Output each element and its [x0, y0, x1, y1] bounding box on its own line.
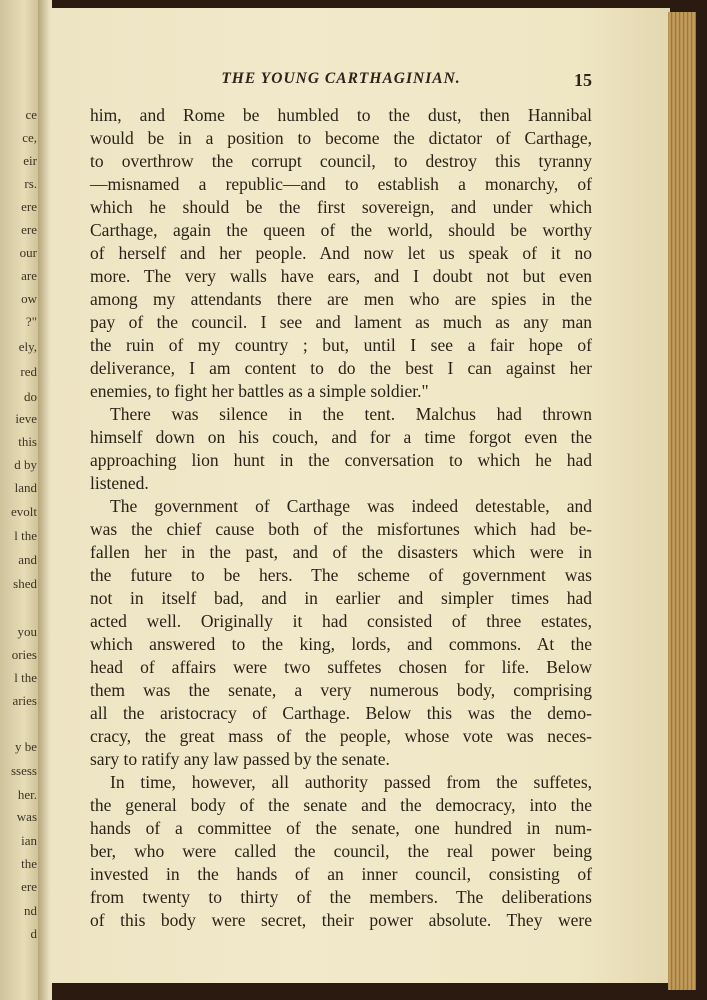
- facing-page-fragment: nd: [24, 903, 37, 918]
- text-line: In time, however, all authority passed from the suffetes,: [110, 772, 592, 792]
- text-line: Carthage, again the queen of the world, should be worthy: [90, 220, 592, 240]
- page-header: [90, 70, 592, 94]
- text-line: pay of the council. I see and lament as much as any man: [90, 312, 592, 332]
- text-line: head of affairs were two suffetes chosen for life. Below: [90, 657, 592, 677]
- text-line: the ruin of my country ; but, until I see a fair hope of: [90, 335, 592, 355]
- facing-page-fragment: shed: [13, 576, 37, 591]
- facing-page-fragment: l the: [14, 528, 37, 543]
- facing-page-fragment: ow: [21, 291, 37, 306]
- text-line: from twenty to thirty of the members. The deliberations: [90, 887, 592, 907]
- facing-page-fragment: l the: [14, 670, 37, 685]
- text-line: —misnamed a republic—and to establish a monarchy, of: [90, 174, 592, 194]
- text-line: listened.: [90, 473, 149, 493]
- facing-page-fragment: you: [17, 624, 37, 639]
- text-line: deliverance, I am content to do the best I can against her: [90, 358, 592, 378]
- facing-page-fragment: her.: [17, 787, 37, 802]
- facing-page-fragment: this: [18, 434, 37, 449]
- text-line: the future to be hers. The scheme of government was: [90, 565, 592, 585]
- text-line: which answered to the king, lords, and commons. At the: [90, 634, 592, 654]
- text-line: sary to ratify any law passed by the senate.: [90, 749, 390, 769]
- facing-page-fragment: red: [20, 364, 37, 379]
- facing-page-fragment: d: [30, 926, 37, 941]
- facing-page-fragment: evolt: [11, 504, 37, 519]
- text-line: acted well. Originally it had consisted of three estates,: [90, 611, 592, 631]
- text-line: himself down on his couch, and for a time forgot even the: [90, 427, 592, 447]
- facing-page-fragment: ce,: [22, 130, 37, 145]
- text-line: of herself and her people. And now let us speak of it no: [90, 243, 592, 263]
- facing-page-fragment: do: [24, 389, 37, 404]
- facing-page-fragment: ce: [25, 107, 37, 122]
- facing-page-fragment: ere: [21, 199, 37, 214]
- text-line: hands of a committee of the senate, one hundred in num-: [90, 818, 592, 838]
- facing-page-fragment: rs.: [24, 176, 37, 191]
- facing-page-fragment: the: [21, 856, 37, 871]
- page-edges: [668, 12, 696, 990]
- text-line: which he should be the first sovereign, and under which: [90, 197, 592, 217]
- text-line: ber, who were called the council, the real power being: [90, 841, 592, 861]
- text-line: them was the senate, a very numerous body, comprising: [90, 680, 592, 700]
- facing-page-fragment: eir: [23, 153, 37, 168]
- text-line: invested in the hands of an inner council, consisting of: [90, 864, 592, 884]
- running-title: THE YOUNG CARTHAGINIAN.: [221, 70, 461, 87]
- text-line: to overthrow the corrupt council, to destroy this tyranny: [90, 151, 592, 171]
- text-line: was the chief cause both of the misfortunes which had be-: [90, 519, 592, 539]
- text-line: not in itself bad, and in earlier and simpler times had: [90, 588, 592, 608]
- facing-page-fragment: ere: [21, 222, 37, 237]
- text-line: him, and Rome be humbled to the dust, then Hannibal: [90, 105, 592, 125]
- text-line: approaching lion hunt in the conversation to which he had: [90, 450, 592, 470]
- text-line: all the aristocracy of Carthage. Below this was the demo-: [90, 703, 592, 723]
- facing-page-fragment: ?": [25, 314, 37, 329]
- text-line: of this body were secret, their power absolute. They were: [90, 910, 592, 930]
- facing-page-fragment: ieve: [15, 411, 37, 426]
- text-line: cracy, the great mass of the people, whose vote was neces-: [90, 726, 592, 746]
- text-line: There was silence in the tent. Malchus had thrown: [110, 404, 592, 424]
- text-line: more. The very walls have ears, and I doubt not but even: [90, 266, 592, 286]
- facing-page-fragment: ere: [21, 879, 37, 894]
- facing-page-edge: [0, 0, 40, 1000]
- text-line: among my attendants there are men who are spies in the: [90, 289, 592, 309]
- page-number: 15: [574, 70, 592, 90]
- facing-page-fragment: are: [21, 268, 37, 283]
- text-line: the general body of the senate and the democracy, into the: [90, 795, 592, 815]
- text-line: would be in a position to become the dictator of Carthage,: [90, 128, 592, 148]
- facing-page-fragment: and: [18, 552, 37, 567]
- facing-page-fragment: was: [16, 809, 37, 824]
- facing-page-fragment: ories: [11, 647, 37, 662]
- facing-page-fragment: land: [14, 480, 37, 495]
- text-line: enemies, to fight her battles as a simple soldier.": [90, 381, 429, 401]
- text-line: fallen her in the past, and of the disasters which were in: [90, 542, 592, 562]
- facing-page-fragment: ely,: [18, 339, 37, 354]
- facing-page-fragment: aries: [12, 693, 37, 708]
- facing-page-fragment: our: [19, 245, 37, 260]
- facing-page-fragment: d by: [14, 457, 37, 472]
- facing-page-fragment: y be: [14, 739, 37, 754]
- facing-page-fragment: ian: [21, 833, 37, 848]
- text-line: The government of Carthage was indeed detestable, and: [110, 496, 592, 516]
- facing-page-fragment: ssess: [10, 763, 37, 778]
